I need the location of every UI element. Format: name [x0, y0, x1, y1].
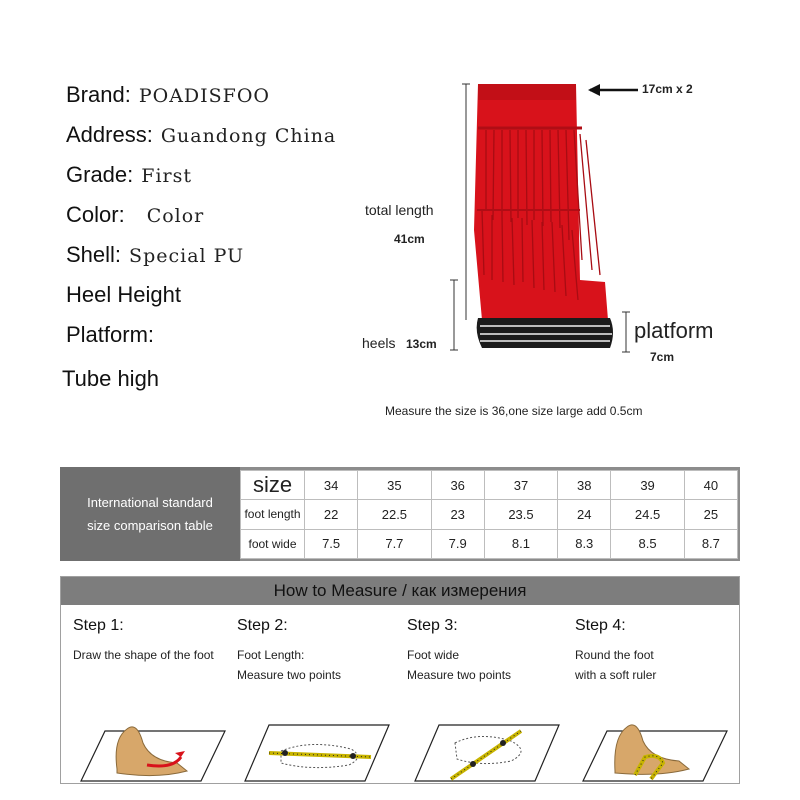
spec-key: Heel Height	[66, 282, 181, 307]
table-row	[241, 471, 738, 500]
spec-value: Color	[146, 205, 205, 227]
heels-label: heels	[362, 335, 396, 351]
step-4	[575, 617, 740, 685]
platform-value: 7cm	[650, 350, 675, 364]
spec-key: Platform:	[66, 322, 155, 347]
spec-key: Brand:	[66, 82, 131, 107]
table-cell: 39	[611, 471, 684, 500]
spec-grade	[66, 162, 192, 188]
table-cell: 25	[684, 500, 737, 529]
total-length-value: 41cm	[394, 232, 425, 246]
table-cell: 38	[558, 471, 611, 500]
spec-key: Tube high	[62, 366, 160, 391]
table-cell: 23	[431, 500, 484, 529]
foot-circumference-illustration	[579, 713, 729, 783]
table-cell: 7.5	[305, 529, 358, 558]
size-table	[240, 470, 738, 559]
table-cell: 35	[358, 471, 431, 500]
row-header: foot wide	[241, 529, 305, 558]
table-row	[241, 529, 738, 558]
size-table-label	[60, 467, 240, 561]
table-row	[241, 500, 738, 529]
table-cell: 8.1	[484, 529, 557, 558]
spec-key: Shell:	[66, 242, 122, 267]
table-cell: 24.5	[611, 500, 684, 529]
size-table-label-line2: size comparison table	[87, 518, 213, 533]
step-heading: Step 2:	[237, 617, 288, 634]
size-table-label-line1: International standard	[87, 495, 213, 510]
spec-tube-high	[62, 366, 167, 392]
spec-platform	[66, 322, 162, 348]
spec-shell	[66, 242, 244, 268]
heels-value: 13cm	[406, 337, 437, 351]
step-2	[237, 617, 402, 685]
step-desc-line1: Round the foot	[575, 648, 654, 662]
table-cell: 8.3	[558, 529, 611, 558]
table-cell: 8.5	[611, 529, 684, 558]
how-to-measure-panel	[60, 576, 740, 784]
step-heading: Step 1:	[73, 617, 124, 634]
table-cell: 34	[305, 471, 358, 500]
table-cell: 8.7	[684, 529, 737, 558]
total-length-label: total length	[365, 202, 434, 218]
spec-address	[66, 122, 336, 148]
spec-key: Grade:	[66, 162, 134, 187]
platform-sole	[477, 318, 613, 348]
total-length-bar	[462, 84, 470, 320]
row-header: foot length	[241, 500, 305, 529]
step-heading: Step 4:	[575, 617, 626, 634]
spec-brand	[66, 82, 270, 108]
how-to-measure-header	[61, 577, 739, 605]
step-desc-line2: Measure two points	[237, 668, 342, 682]
spec-value: First	[141, 165, 192, 187]
row-header: size	[241, 471, 305, 500]
platform-bracket	[622, 312, 630, 352]
step-desc-line1: Draw the shape of the foot	[73, 648, 214, 662]
boot-shaft	[474, 84, 608, 320]
heel-dimension	[450, 280, 458, 350]
spec-heel-height	[66, 282, 189, 308]
foot-length-illustration	[241, 713, 391, 783]
step-1	[73, 617, 238, 665]
spec-key: Color:	[66, 202, 125, 227]
spec-value: Special PU	[129, 245, 245, 267]
spec-key: Address:	[66, 122, 153, 147]
table-cell: 36	[431, 471, 484, 500]
table-cell: 37	[484, 471, 557, 500]
step-heading: Step 3:	[407, 617, 458, 634]
step-desc-line2: Measure two points	[407, 668, 512, 682]
spec-value: POADISFOO	[138, 85, 271, 107]
step-3	[407, 617, 572, 685]
top-width-label: 17cm x 2	[642, 82, 693, 96]
table-cell: 7.7	[358, 529, 431, 558]
platform-label: platform	[634, 318, 714, 343]
table-cell: 24	[558, 500, 611, 529]
table-cell: 22	[305, 500, 358, 529]
spec-color	[66, 202, 204, 228]
table-cell: 22.5	[358, 500, 431, 529]
step-desc-line1: Foot wide	[407, 648, 460, 662]
step-desc-line2: with a soft ruler	[575, 668, 657, 682]
table-cell: 23.5	[484, 500, 557, 529]
foot-outline-illustration	[77, 713, 227, 783]
foot-width-illustration	[411, 713, 561, 783]
table-cell: 7.9	[431, 529, 484, 558]
size-note: Measure the size is 36,one size large add 0.5cm	[385, 404, 643, 418]
table-cell: 40	[684, 471, 737, 500]
spec-value: Guandong China	[160, 125, 337, 147]
how-to-measure-title: How to Measure / как измерения	[273, 581, 527, 600]
step-desc-line1: Foot Length:	[237, 648, 305, 662]
